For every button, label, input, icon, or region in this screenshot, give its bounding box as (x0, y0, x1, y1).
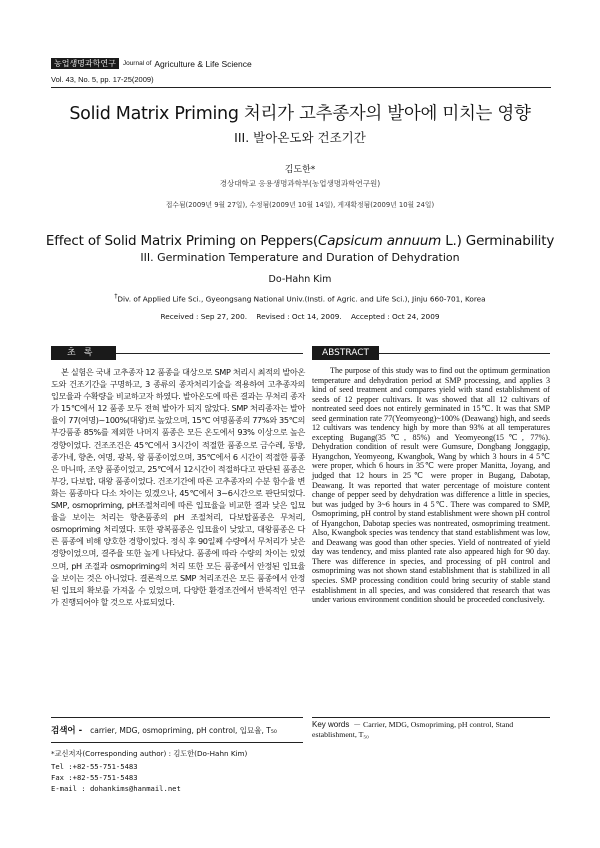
abstract-text: The purpose of this study was to find out the optimum germination temperature and dehydration period at SMP processing, and applies 3 kind of seed treatment and compares yield with stand establishment of seeds of 12 pepper cultivars. It was showed that all 12 cultivars of nontreated seed does not entirely germinated in 15℃. It was that SMP seed germination rate 77(Yeomyeong)~100% (Deawang) high, and seeds 12 cultivars was tendency high by more than 93% at all temperatures excepting Bugang(35℃, 85%) and Yeomyeong(15℃, 77%). Dehydration condition of result were Gumsure, Dongbang Jonggagip, Hyangchon, Yeomyeong, Kwangbok, Wang by which 3 hours in 4 5℃ were proper, which 6 hours in 35℃ were proper Manitta, Joyang, and judged that 12 hours in 25℃ were proper in Bugang, Dabotap, Deawang. It was reported that water percentage of moisture content change of pepper seed by dehydration was difference a little in species, but was judged by 3~6 hours in 4 5℃. There was compared to SMP, Osmopriming, pH control by stand establishment were shown pH control of Hyangchon, Dabotap species was nontreated, osmopriming treatment. Also, Kwangbok species was tendency that stand establishment was low, and Deawang was good than other species. Yield of nontreated of yield day was tendency, and miss planted rate also appeared high for 90 day. There was difference in species, and processing of pH control and osmopriming was not shown stand establishment that is stabilized in all species. SMP processing condition could bring security of stable stand establishment in all species, and was considered that research that was under various environment condition should be proceeded conclusively. (312, 366, 550, 605)
english-affiliation (0, 293, 600, 303)
fax: Fax :+82-55-751-5483 (51, 773, 138, 782)
korean-affiliation: 경상대학교 응용생명과학부(농업생명과학연구원) (219, 179, 381, 188)
abstract-header (312, 346, 550, 360)
header-line (379, 353, 550, 354)
english-author: Do-Hahn Kim (268, 274, 332, 285)
english-subtitle: III. Germination Temperature and Duration of Dehydration (140, 251, 460, 264)
korean-keywords-label: 검색어 - (51, 726, 83, 736)
english-title-post: L.) Germinability (441, 233, 555, 249)
korean-abstract-heading: 초록 (51, 346, 116, 360)
korean-subtitle: III. 발아온도와 건조기간 (234, 130, 366, 145)
english-title-species: Capsicum annuum (318, 233, 442, 249)
journal-of-label: Journal of (122, 60, 152, 67)
korean-author: 김도한* (284, 165, 316, 175)
keywords-label: Key words (312, 720, 350, 729)
english-dates (0, 312, 600, 321)
english-title-pre: Effect of Solid Matrix Priming on Peppers( (45, 233, 319, 249)
tel: Tel :+82-55-751-5483 (51, 762, 138, 771)
email: E-mail : dohankims@hanmail.net (51, 784, 181, 793)
header-rule (51, 87, 551, 88)
korean-title: Solid Matrix Priming 처리가 고추종자의 발아에 미치는 영향 (69, 104, 531, 124)
received-date: Received : Sep 27, 200. (160, 312, 248, 321)
journal-name: Agriculture & Life Science (154, 58, 252, 69)
revised-date: Revised : Oct 14, 2009. (256, 312, 342, 321)
journal-masthead (51, 58, 252, 69)
english-keywords (312, 720, 550, 739)
korean-dates: 접수됨(2009년 9월 27일), 수정됨(2009년 10월 14일), 게재확정됨(2009년 10월 24일) (165, 201, 435, 209)
header-line (116, 353, 303, 354)
korean-keywords (51, 724, 305, 736)
english-affiliation-text: Div. of Applied Life Sci., Gyeongsang National Univ.(Insti. of Agric. and Life Sci.), Jinju 660-701, Korea (117, 294, 486, 304)
abstract-body (312, 366, 550, 605)
correspondence-block (51, 748, 311, 794)
keyword-rule-right (312, 717, 550, 718)
journal-badge: 농업생명과학연구 (51, 58, 119, 69)
accepted-date: Accepted : Oct 24, 2009 (350, 312, 440, 321)
footnote-rule (51, 742, 303, 743)
volume-info: Vol. 43, No. 5, pp. 17-25(2009) (51, 75, 154, 84)
korean-abstract-body (51, 366, 305, 608)
corresponding-author: *교신저자(Corresponding author) : 김도한(Do-Hahn Kim) (51, 749, 248, 758)
abstract-heading: ABSTRACT (312, 346, 379, 360)
korean-abstract-text: 본 실험은 국내 고추종자 12 품종을 대상으로 SMP 처리시 최적의 발아온도와 건조기간을 구명하고, 3 종류의 종자처리기술을 적용하여 고추종자의 입모율과 수확량을 비교하고자 하였다. 발아온도에 따른 결과는 무처리 종자가 15℃에서 12 품종 모두 전혀 발아가 되지 않았다. SMP 처리종자는 발아율이 77(여명)~100%(대왕)로 높았으며, 15℃ 여명품종의 77%와 35℃의 부강품종 85%를 제외한 나머지 품종은 모든 온도에서 93% 이상으로 높은 경향이었다. 건조조건은 45℃에서 3시간이 적절한 품종으로 금수레, 동방, 종가네, 향촌, 여명, 광복, 왕 품종이었으며, 35℃에서 6 시간이 적절한 품종은 마니따, 조양 품종이었고, 25℃에서 12시간이 적절하다고 판단된 품종은 부강, 다보탑, 대왕 품종이었다. 건조기간에 따른 고추종자의 수분 함수율 변화는 품종마다 다소 차이는 있겠으나, 45℃에서 3~6시간으로 판단되었다. SMP, osmopriming, pH조절처리에 따른 입묘율을 비교한 결과 낮은 입묘율을 보이는 처리는 향촌품종의 pH 조절처리, 다보탑품종은 무처리, osmopriming 처리였다. 또한 광복품종은 입묘율이 낮았고, 대왕품종은 다른 품종에 비해 양호한 경향이었다. 정식 후 90일째 수량에서 무처리가 낮은 경향이었으며, 결주율 또한 높게 나타났다. 품종에 따라 수량의 차이는 있었으며, pH 조절과 osmopriming의 처리 또한 모든 품종에서 안정된 입묘율을 보이는 것은 아니었다. 결론적으로 SMP 처리조건은 모든 품종에서 안정된 입묘의 확보를 가져올 수 있었으며, 다양한 환경조건에서 반복적인 연구가 진행되어야 할 것으로 사료되었다. (51, 367, 305, 607)
keywords-text: － Carrier, MDG, Osmopriming, pH control, Stand establishment, T₅₀ (312, 720, 514, 739)
keyword-rule-left (51, 717, 303, 718)
korean-abstract-header (51, 346, 303, 360)
affiliation-mark: † (114, 293, 118, 300)
korean-keywords-text: carrier, MDG, osmopriming, pH control, 입묘율, T₅₀ (90, 726, 277, 735)
english-title (0, 233, 600, 249)
